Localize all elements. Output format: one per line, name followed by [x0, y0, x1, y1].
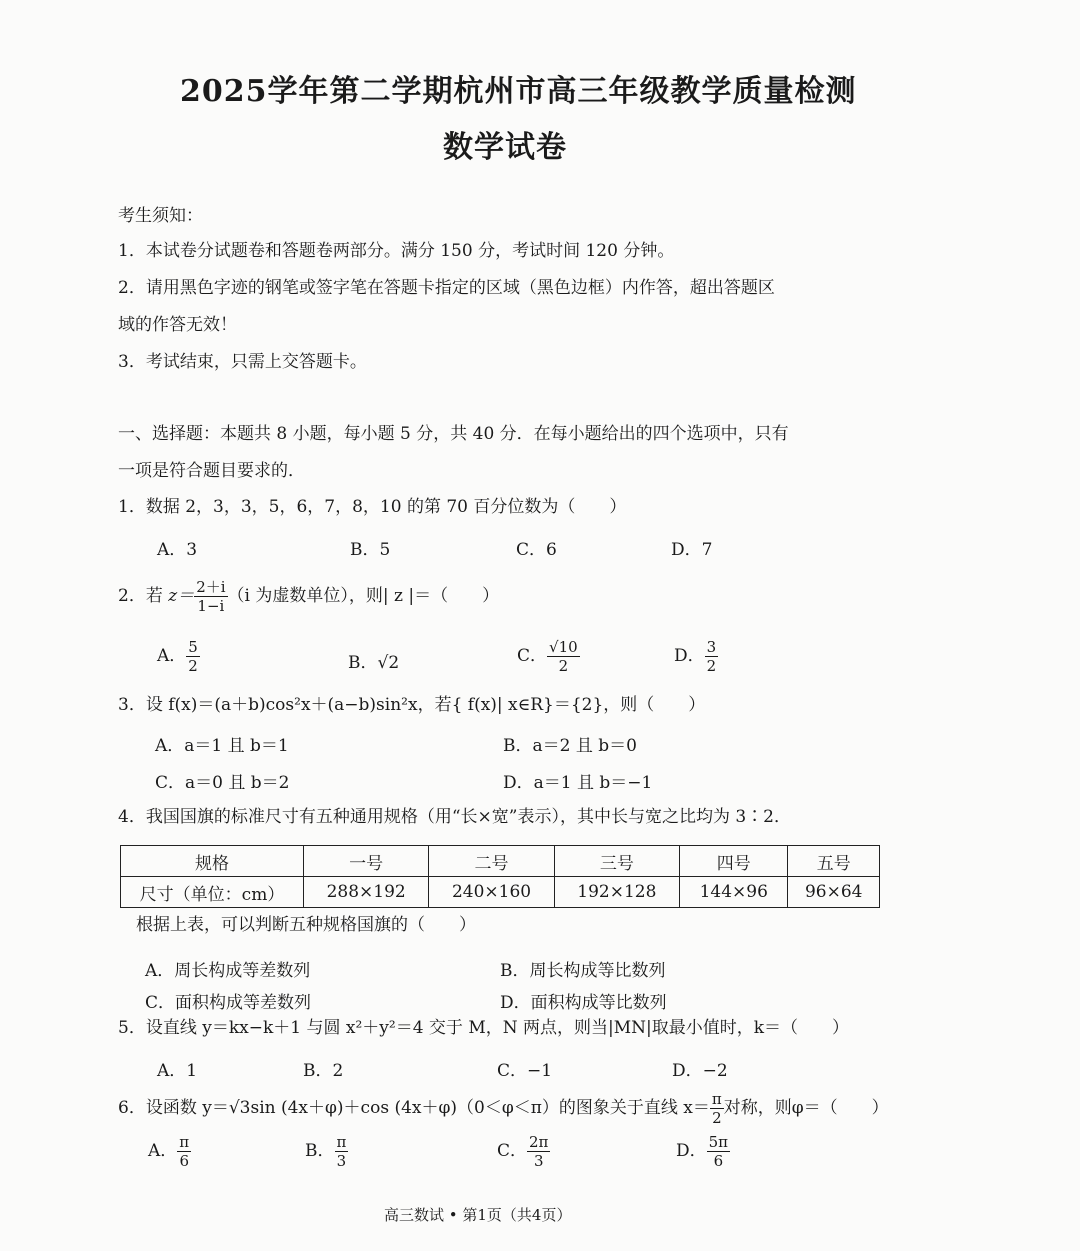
section-1-intro-line1: 一、选择题：本题共 8 小题，每小题 5 分，共 40 分．在每小题给出的四个选项中，只有	[118, 424, 789, 444]
page-footer: 高三数试 • 第1页（共4页）	[384, 1206, 572, 1224]
table-cell: 240×160	[429, 877, 554, 908]
question-4-option-a: A．周长构成等差数列	[145, 961, 311, 981]
table-cell: 尺寸（单位：cm）	[121, 877, 304, 908]
table-header-cell: 一号	[304, 846, 429, 877]
question-5-option-b: B．2	[303, 1061, 344, 1081]
flag-size-table	[120, 845, 880, 908]
notice-item-2-line2: 域的作答无效！	[118, 315, 237, 335]
notice-item-2-line1: 2．请用黑色字迹的钢笔或签字笔在答题卡指定的区域（黑色边框）内作答，超出答题区	[118, 278, 775, 298]
question-6-option-b	[305, 1133, 348, 1170]
question-4-option-b: B．周长构成等比数列	[500, 961, 666, 981]
fraction-denominator: 2	[558, 657, 569, 675]
table-header-cell: 三号	[554, 846, 679, 877]
question-1-option-a: A．3	[157, 540, 198, 560]
fraction-numerator: π	[179, 1133, 190, 1151]
option-label: C．	[517, 646, 548, 666]
notice-item-3: 3．考试结束，只需上交答题卡。	[118, 352, 367, 372]
question-2-option-d	[674, 638, 718, 675]
fraction-numerator: √10	[549, 638, 578, 656]
table-cell: 144×96	[680, 877, 788, 908]
fraction-numerator: 5	[188, 638, 198, 656]
page-subtitle: 数学试卷	[443, 130, 567, 165]
option-fraction	[186, 638, 200, 675]
question-2-option-a	[157, 638, 200, 675]
question-5-stem: 5．设直线 y＝kx−k＋1 与圆 x²＋y²＝4 交于 M，N 两点，则当|MN|取最小值时，k＝（ ）	[118, 1018, 850, 1038]
question-2-fraction-denominator: 1−i	[197, 597, 225, 615]
question-2-z-equals: z＝	[168, 586, 195, 606]
question-2-option-b	[348, 648, 399, 673]
table-cell: 192×128	[554, 877, 679, 908]
option-fraction	[335, 1133, 349, 1170]
fraction-denominator: 3	[336, 1152, 347, 1170]
option-fraction	[707, 1133, 730, 1170]
question-1-option-c: C．6	[516, 540, 557, 560]
notice-heading: 考生须知：	[118, 206, 203, 226]
section-1-intro-line2: 一项是符合题目要求的．	[118, 461, 305, 481]
table-header-row	[121, 846, 880, 877]
option-label: C．	[497, 1141, 528, 1161]
page-title: 2025学年第二学期杭州市高三年级教学质量检测	[180, 74, 857, 109]
question-2-option-c	[517, 638, 580, 675]
question-5-option-c: C．−1	[497, 1061, 553, 1081]
fraction-denominator: 6	[713, 1152, 724, 1170]
question-4-option-c: C．面积构成等差数列	[145, 993, 312, 1013]
table-cell: 96×64	[788, 877, 880, 908]
question-6-stem	[118, 1090, 889, 1127]
question-1-option-b: B．5	[350, 540, 391, 560]
question-1-stem: 1．数据 2，3，3，5，6，7，8，10 的第 70 百分位数为（ ）	[118, 497, 627, 517]
question-3-option-d: D．a＝1 且 b＝−1	[503, 773, 653, 793]
question-3-option-a: A．a＝1 且 b＝1	[155, 736, 289, 756]
question-6-option-d	[676, 1133, 730, 1170]
fraction-denominator: 3	[533, 1152, 544, 1170]
fraction-numerator: 3	[706, 638, 717, 656]
question-6-option-c	[497, 1133, 550, 1170]
question-2-fraction	[194, 578, 227, 615]
table-header-cell: 五号	[788, 846, 880, 877]
question-2-stem	[118, 578, 499, 615]
option-fraction	[547, 638, 580, 675]
question-4-question: 根据上表，可以判断五种规格国旗的（ ）	[136, 915, 476, 935]
question-2-suffix: （i 为虚数单位），则| z |＝（ ）	[227, 586, 500, 606]
fraction-numerator: 5π	[708, 1133, 729, 1151]
question-2-fraction-numerator: 2＋i	[196, 578, 226, 596]
question-5-option-a: A．1	[157, 1061, 198, 1081]
option-label: D．	[676, 1141, 707, 1161]
fraction-denominator: 2	[188, 657, 198, 675]
fraction-denominator: 2	[706, 657, 717, 675]
fraction-denominator: 6	[179, 1152, 189, 1170]
option-fraction	[527, 1133, 550, 1170]
table-header-cell: 规格	[121, 846, 304, 877]
question-6-fraction	[710, 1090, 724, 1127]
table-row	[121, 877, 880, 908]
question-3-stem: 3．设 f(x)＝(a＋b)cos²x＋(a−b)sin²x，若{ f(x)| x∈R}＝{2}，则（ ）	[118, 695, 706, 715]
option-label: B．	[348, 653, 378, 673]
question-3-option-c: C．a＝0 且 b＝2	[155, 773, 290, 793]
fraction-numerator: π	[336, 1133, 347, 1151]
question-5-option-d: D．−2	[672, 1061, 728, 1081]
question-6-fraction-numerator: π	[711, 1090, 722, 1108]
option-label: A．	[148, 1141, 178, 1161]
question-1-option-d: D．7	[671, 540, 713, 560]
question-6-option-a	[148, 1133, 191, 1170]
question-6-stem-after: 对称，则φ＝（ ）	[723, 1098, 889, 1118]
table-cell: 288×192	[304, 877, 429, 908]
question-3-option-b: B．a＝2 且 b＝0	[503, 736, 637, 756]
option-value: √2	[377, 653, 400, 673]
option-label: D．	[674, 646, 705, 666]
option-fraction	[705, 638, 719, 675]
question-4-stem: 4．我国国旗的标准尺寸有五种通用规格（用“长×宽”表示），其中长与宽之比均为 3∶2．	[118, 807, 791, 827]
option-fraction	[177, 1133, 191, 1170]
question-2-prefix: 2．若	[118, 586, 163, 606]
table-header-cell: 二号	[429, 846, 554, 877]
table-header-cell: 四号	[680, 846, 788, 877]
option-label: A．	[157, 646, 187, 666]
question-6-stem-before: 6．设函数 y＝√3sin (4x＋φ)＋cos (4x＋φ)（0＜φ＜π）的图象关于直线 x＝	[118, 1098, 710, 1118]
question-4-option-d: D．面积构成等比数列	[500, 993, 667, 1013]
question-6-fraction-denominator: 2	[712, 1109, 722, 1127]
option-label: B．	[305, 1141, 335, 1161]
fraction-numerator: 2π	[529, 1133, 549, 1151]
notice-item-1: 1．本试卷分试题卷和答题卷两部分。满分 150 分，考试时间 120 分钟。	[118, 241, 675, 261]
